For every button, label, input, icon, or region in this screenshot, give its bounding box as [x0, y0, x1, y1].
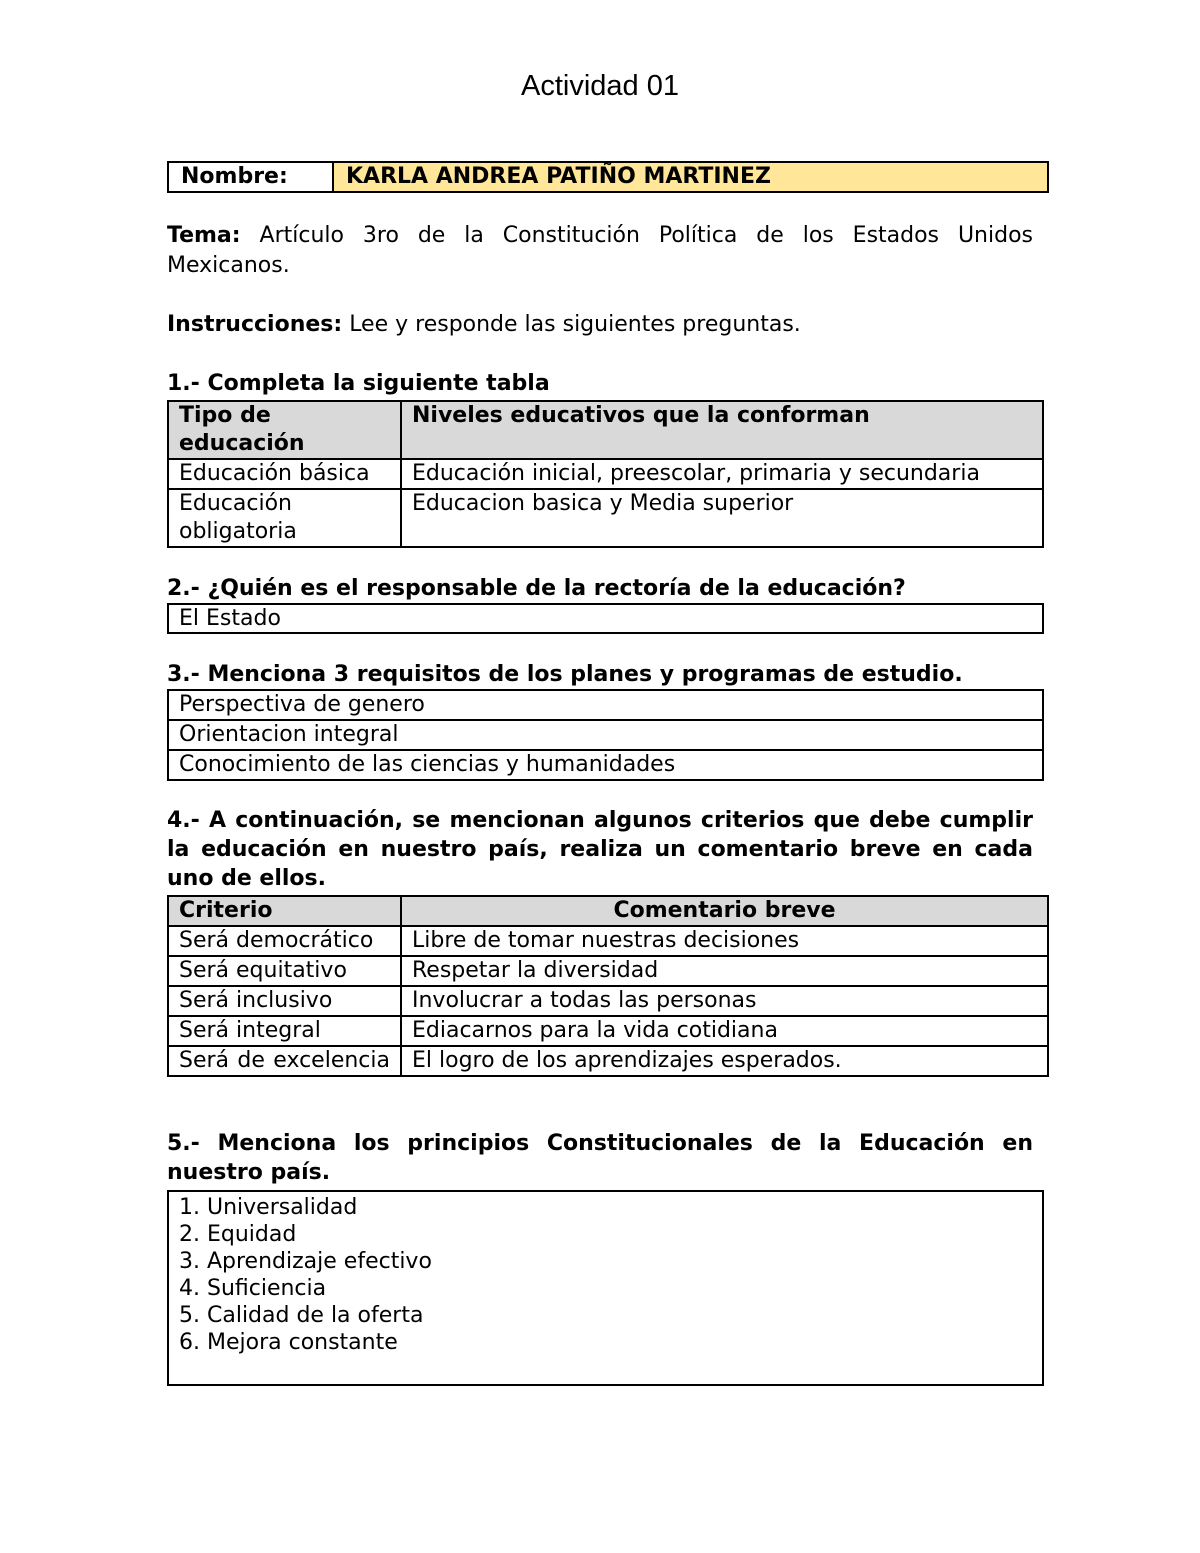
table-header-row — [168, 896, 1048, 926]
list-item: 2. Equidad — [179, 1222, 297, 1247]
table-cell: Conocimiento de las ciencias y humanidades — [168, 750, 1043, 780]
table-row — [168, 459, 1043, 489]
table-header-row — [168, 401, 1043, 459]
table-cell: Será integral — [168, 1016, 401, 1046]
table-cell: El logro de los aprendizajes esperados. — [401, 1046, 1048, 1076]
table-cell: Educación obligatoria — [168, 489, 401, 547]
nombre-table — [167, 161, 1049, 193]
q3-heading: 3.- Menciona 3 requisitos de los planes y programas de estudio. — [167, 662, 963, 687]
table-cell: Respetar la diversidad — [401, 956, 1048, 986]
table-cell: Ediacarnos para la vida cotidiana — [401, 1016, 1048, 1046]
instrucciones-paragraph — [167, 310, 1033, 340]
q4-heading: 4.- A continuación, se mencionan algunos criterios que debe cumplir la educación en nuestro país, realiza un comentario breve en cada uno de ellos. — [167, 808, 1033, 891]
table-row — [168, 986, 1048, 1016]
instrucciones-text: Lee y responde las siguientes preguntas. — [349, 312, 801, 337]
table-cell: Orientacion integral — [168, 720, 1043, 750]
q3-table — [167, 689, 1044, 781]
table-cell: Educación inicial, preescolar, primaria y secundaria — [401, 459, 1043, 489]
table-row — [168, 750, 1043, 780]
table-cell: Perspectiva de genero — [168, 690, 1043, 720]
q5-heading: 5.- Menciona los principios Constitucionales de la Educación en nuestro país. — [167, 1131, 1033, 1185]
list-item: 5. Calidad de la oferta — [179, 1303, 424, 1328]
list-item: 6. Mejora constante — [179, 1330, 398, 1355]
q2-heading: 2.- ¿Quién es el responsable de la rectoría de la educación? — [167, 576, 906, 601]
table-header-cell: Comentario breve — [401, 896, 1048, 926]
tema-paragraph — [167, 221, 1033, 281]
nombre-label: Nombre: — [169, 163, 334, 191]
table-header-cell: Criterio — [168, 896, 401, 926]
table-row — [168, 956, 1048, 986]
table-row — [168, 720, 1043, 750]
table-row — [168, 1046, 1048, 1076]
page-title: Actividad 01 — [521, 70, 679, 102]
q5-answer-box — [167, 1190, 1044, 1386]
list-item: 1. Universalidad — [179, 1195, 358, 1220]
q2-answer: El Estado — [179, 606, 281, 631]
table-cell: Involucrar a todas las personas — [401, 986, 1048, 1016]
table-cell: Será de excelencia — [168, 1046, 401, 1076]
nombre-value: KARLA ANDREA PATIÑO MARTINEZ — [334, 163, 1047, 191]
q1-table — [167, 400, 1044, 548]
table-cell: Será inclusivo — [168, 986, 401, 1016]
table-cell: Educación básica — [168, 459, 401, 489]
instrucciones-label: Instrucciones: — [167, 312, 343, 337]
q2-answer-box — [167, 603, 1044, 634]
tema-text: Artículo 3ro de la Constitución Política de los Estados Unidos Mexicanos. — [167, 223, 1033, 278]
table-row — [168, 1016, 1048, 1046]
table-cell: Será democrático — [168, 926, 401, 956]
q1-heading: 1.- Completa la siguiente tabla — [167, 371, 550, 396]
table-row — [168, 489, 1043, 547]
tema-label: Tema: — [167, 223, 241, 248]
table-row — [168, 690, 1043, 720]
list-item: 4. Suficiencia — [179, 1276, 327, 1301]
q4-table — [167, 895, 1049, 1077]
table-row — [168, 926, 1048, 956]
table-cell: Libre de tomar nuestras decisiones — [401, 926, 1048, 956]
list-item: 3. Aprendizaje efectivo — [179, 1249, 432, 1274]
table-cell: Será equitativo — [168, 956, 401, 986]
table-cell: Educacion basica y Media superior — [401, 489, 1043, 547]
table-header-cell: Tipo de educación — [168, 401, 401, 459]
table-header-cell: Niveles educativos que la conforman — [401, 401, 1043, 459]
